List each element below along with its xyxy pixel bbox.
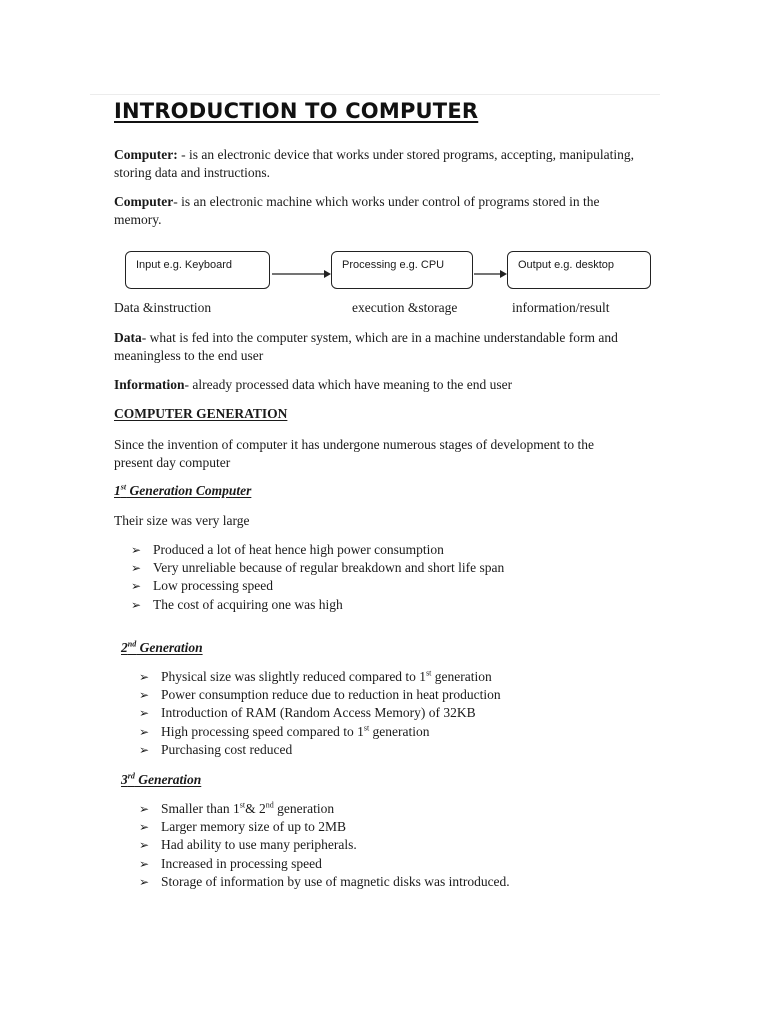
flow-arrow-2 — [474, 268, 508, 280]
list-item: ➢ Produced a lot of heat hence high power consumption — [131, 541, 504, 559]
definition-data — [114, 329, 624, 365]
page-top-rule — [90, 94, 660, 95]
arrow-bullet-icon: ➢ — [139, 820, 150, 835]
definition-text: - already processed data which have meaning to the end user — [184, 377, 513, 392]
flow-label-output: information/result — [512, 300, 610, 315]
arrow-bullet-icon: ➢ — [131, 561, 142, 576]
flow-label-input: Data &instruction — [114, 300, 212, 315]
flow-box-output: Output e.g. desktop — [507, 251, 651, 289]
flow-box-input: Input e.g. Keyboard — [125, 251, 270, 289]
definition-information — [114, 376, 634, 394]
arrow-bullet-icon: ➢ — [139, 802, 150, 816]
definition-term: Computer: — [114, 147, 178, 162]
definition-term: Computer — [114, 194, 174, 209]
list-item: ➢ Larger memory size of up to 2MB — [139, 818, 510, 836]
list-item: ➢ Purchasing cost reduced — [139, 741, 501, 759]
arrow-bullet-icon: ➢ — [139, 874, 150, 889]
definition-term: Data — [114, 330, 142, 345]
gen2-list — [139, 668, 501, 759]
list-item: ➢ Storage of information by use of magnetic disks was introduced. — [139, 873, 510, 891]
list-item: ➢ The cost of acquiring one was high — [131, 596, 504, 614]
arrow-bullet-icon: ➢ — [131, 543, 142, 557]
flow-label-processing: execution &storage — [352, 300, 458, 315]
arrow-bullet-icon: ➢ — [139, 742, 150, 757]
section-heading: COMPUTER GENERATION — [114, 406, 288, 421]
list-item: ➢ Smaller than 1st& 2nd generation — [139, 800, 510, 818]
flow-box-processing: Processing e.g. CPU — [331, 251, 473, 289]
arrow-bullet-icon: ➢ — [139, 856, 150, 871]
definition-text: - is an electronic device that works under stored programs, accepting, manipulating, storing data and instructions. — [114, 147, 634, 180]
arrow-bullet-icon: ➢ — [139, 706, 150, 721]
list-item: ➢ Increased in processing speed — [139, 855, 510, 873]
list-item: ➢ Physical size was slightly reduced compared to 1st generation — [139, 668, 501, 686]
flow-arrow-1 — [272, 268, 332, 280]
list-item: ➢ Power consumption reduce due to reduction in heat production — [139, 686, 501, 704]
gen3-list — [139, 800, 510, 891]
page-title: INTRODUCTION TO COMPUTER — [114, 99, 479, 123]
definition-computer-1 — [114, 146, 634, 182]
gen1-intro: Their size was very large — [114, 513, 250, 528]
section-intro: Since the invention of computer it has undergone numerous stages of development to the present day computer — [114, 437, 595, 470]
arrow-bullet-icon: ➢ — [131, 579, 142, 594]
definition-text: - is an electronic machine which works under control of programs stored in the memory. — [114, 194, 600, 227]
gen2-heading: 2nd Generation — [121, 639, 203, 655]
definition-computer-2 — [114, 193, 634, 229]
arrow-bullet-icon: ➢ — [139, 670, 150, 684]
definition-text: - what is fed into the computer system, which are in a machine understandable form and meaningless to the end user — [114, 330, 618, 363]
arrow-bullet-icon: ➢ — [139, 838, 150, 853]
list-item: ➢ Very unreliable because of regular breakdown and short life span — [131, 559, 504, 577]
gen1-list — [131, 541, 504, 614]
list-item: ➢ High processing speed compared to 1st generation — [139, 723, 501, 741]
list-item: ➢ Low processing speed — [131, 577, 504, 595]
arrow-bullet-icon: ➢ — [139, 724, 150, 739]
gen1-heading: 1st Generation Computer — [114, 482, 252, 498]
arrow-bullet-icon: ➢ — [139, 688, 150, 703]
gen3-heading: 3rd Generation — [121, 771, 202, 787]
list-item: ➢ Had ability to use many peripherals. — [139, 836, 510, 854]
arrow-bullet-icon: ➢ — [131, 597, 142, 612]
definition-term: Information — [114, 377, 185, 392]
list-item: ➢ Introduction of RAM (Random Access Memory) of 32KB — [139, 704, 501, 722]
